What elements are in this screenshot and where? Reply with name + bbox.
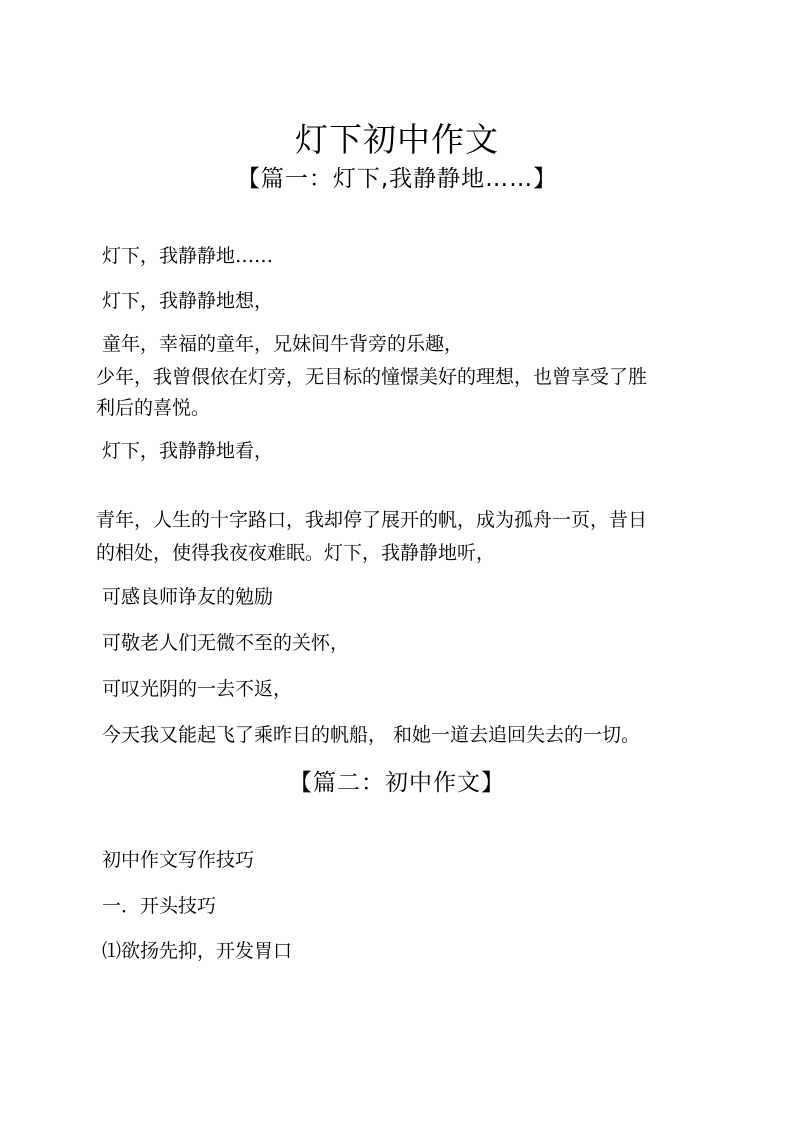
- paragraph-line: 可叹光阴的一去不返，: [102, 678, 293, 700]
- paragraph-line: 童年，幸福的童年，兄妹间牛背旁的乐趣，: [102, 333, 464, 355]
- section-1-heading: 【篇一：灯下,我静静地……】: [236, 166, 558, 192]
- paragraph-line: 灯下，我静静地……: [102, 245, 274, 267]
- paragraph-line: 一．开头技巧: [102, 895, 217, 917]
- paragraph-line: 可感良师诤友的勉励: [102, 586, 274, 608]
- paragraph-line: ⑴欲扬先抑，开发胃口: [102, 940, 293, 962]
- paragraph-line: 灯下，我静静地看，: [102, 440, 274, 462]
- paragraph-line: 的相处，使得我夜夜难眠。灯下，我静静地听，: [96, 542, 496, 564]
- paragraph-line: 少年，我曾偎依在灯旁，无目标的憧憬美好的理想，也曾享受了胜: [96, 366, 648, 388]
- paragraph-line: 灯下，我静静地想，: [102, 290, 274, 312]
- document-title: 灯下初中作文: [295, 120, 499, 160]
- section-2-heading: 【篇二：初中作文】: [289, 770, 505, 796]
- paragraph-line: 今天我又能起飞了乘昨日的帆船， 和她一道去追回失去的一切。: [102, 724, 641, 746]
- paragraph-line: 青年，人生的十字路口，我却停了展开的帆，成为孤舟一页，昔日: [96, 509, 648, 531]
- paragraph-line: 利后的喜悦。: [96, 397, 211, 419]
- paragraph-line: 初中作文写作技巧: [102, 849, 255, 871]
- paragraph-line: 可敬老人们无微不至的关怀，: [102, 632, 350, 654]
